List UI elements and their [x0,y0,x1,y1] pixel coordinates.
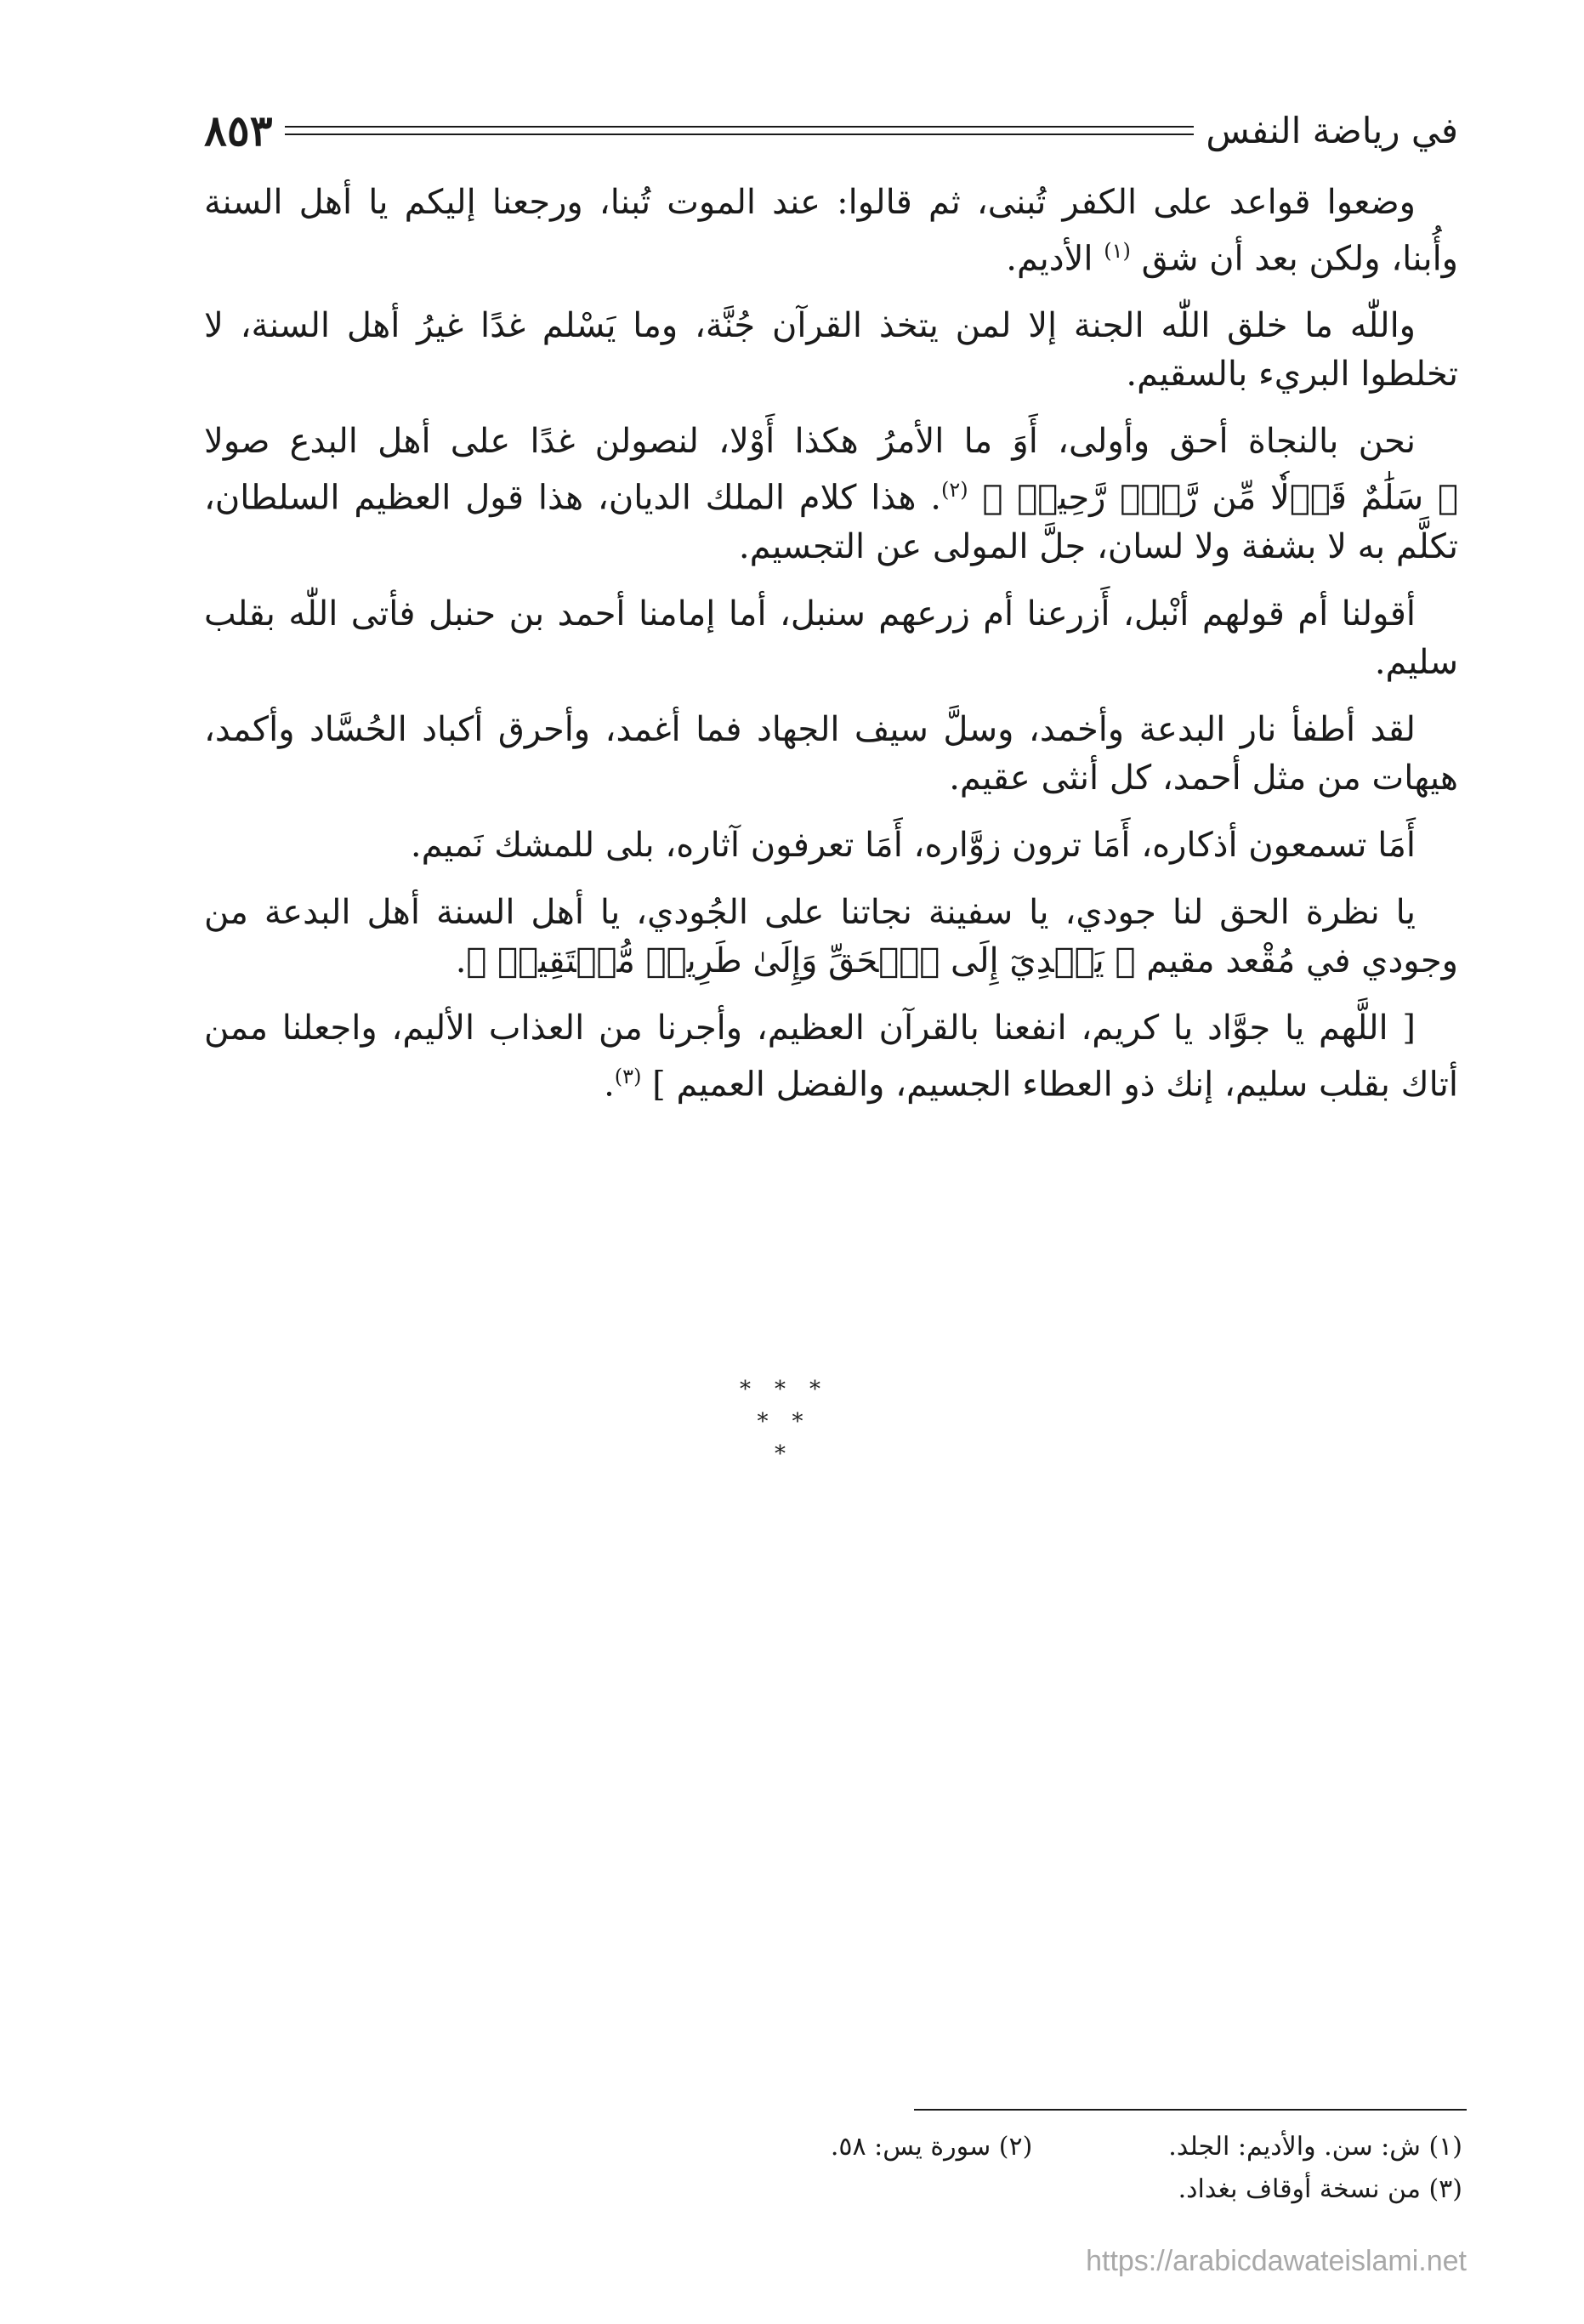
page-number: ٨٥٣ [204,105,273,156]
star-row: * [775,1441,809,1467]
section-separator [0,1373,1584,1470]
paragraph: أَمَا تسمعون أذكاره، أَمَا ترون زوَّاره، أَمَا تعرفون آثاره، بلى للمشك نَميم. [410,825,1416,865]
quran-verse: ﴿ سَلَٰمٌ قَوۡلٗا مِّن رَّبّٖ رَّحِيمٖ ﴾ [982,478,1458,518]
footnote: (١) ش: سن. والأديم: الجلد. [1168,2132,1462,2162]
header-rule [285,126,1195,135]
running-header [204,100,1458,160]
close-bracket: ] [652,1064,666,1104]
paragraph: لقد أطفأ نار البدعة وأخمد، وسلَّ سيف الجهاد فما أغمد، وأحرق أكباد الحُسَّاد وأكمد، هيهات من مثل أحمد، كل أنثى عقيم. [204,709,1458,798]
footnote: (٣) من نسخة أوقاف بغداد. [1178,2174,1462,2204]
quran-verse: ﴿ يَهۡدِيٓ إِلَى ٱلۡحَقِّ وَإِلَىٰ طَرِيقٖ مُّسۡتَقِيمٖ ﴾ [466,940,1136,980]
watermark-url: https://arabicdawateislami.net [1086,2245,1467,2277]
body-text [204,179,1458,1128]
footnote: (٢) سورة يس: ٥٨. [830,2132,1033,2162]
star-row: ** [757,1409,827,1435]
chapter-title: في رياضة النفس [1206,109,1458,151]
paragraph: يا نظرة الحق لنا جودي، يا سفينة نجاتنا على الجُودي، يا أهل السنة أهل البدعة من وجودي في مُقْعد مقيم ﴿ يَهۡدِيٓ إِلَى ٱلۡحَقِّ وَإِلَىٰ طَرِيقٖ مُّسۡتَقِيمٖ ﴾. [204,892,1458,980]
star-row: *** [740,1377,844,1402]
paragraph: [ اللَّهم يا جوَّاد يا كريم، انفعنا بالقرآن العظيم، وأجرنا من العذاب الأليم، واجعلنا ممن أتاك بقلب سليم، إنك ذو العطاء الجسيم، والفضل العميم ] $^{(٣)}$. [204,1008,1458,1104]
open-bracket: [ [1402,1008,1416,1048]
paragraph: أقولنا أم قولهم أنْبل، أَزرعنا أم زرعهم سنبل، أما إمامنا أحمد بن حنبل فأتى اللّٰه بقلب سليم. [204,594,1458,682]
paragraph: واللّٰه ما خلق اللّٰه الجنة إلا لمن يتخذ القرآن جُنَّة، وما يَسْلم غدًا غيرُ أهل السنة، لا تخلطوا البريء بالسقيم. [204,306,1458,395]
paragraph: نحن بالنجاة أحق وأولى، أَوَ ما الأمرُ هكذا أَوْلا، لنصولن غدًا على أهل البدع صولا ﴿ سَلَٰمٌ قَوۡلٗا مِّن رَّبّٖ رَّحِيمٖ ﴾ $^{(٢)}$. هذا كلام الملك الديان، هذا قول العظيم السلطان، تكلَّم به لا بشفة ولا لسان، جلَّ المولى عن التجسيم. [204,422,1458,566]
footnote-rule [914,2109,1467,2111]
footnote-ref: (٣) [614,1064,642,1088]
paragraph: وضعوا قواعد على الكفر تُبنى، ثم قالوا: عند الموت تُبنا، ورجعنا إليكم يا أهل السنة وأُبنا، ولكن بعد أن شق $^{(١)}$ الأديم. [204,183,1458,279]
footnote-ref: (٢) [941,478,968,503]
footnote-ref: (١) [1104,239,1131,263]
footnotes [527,2126,1462,2211]
